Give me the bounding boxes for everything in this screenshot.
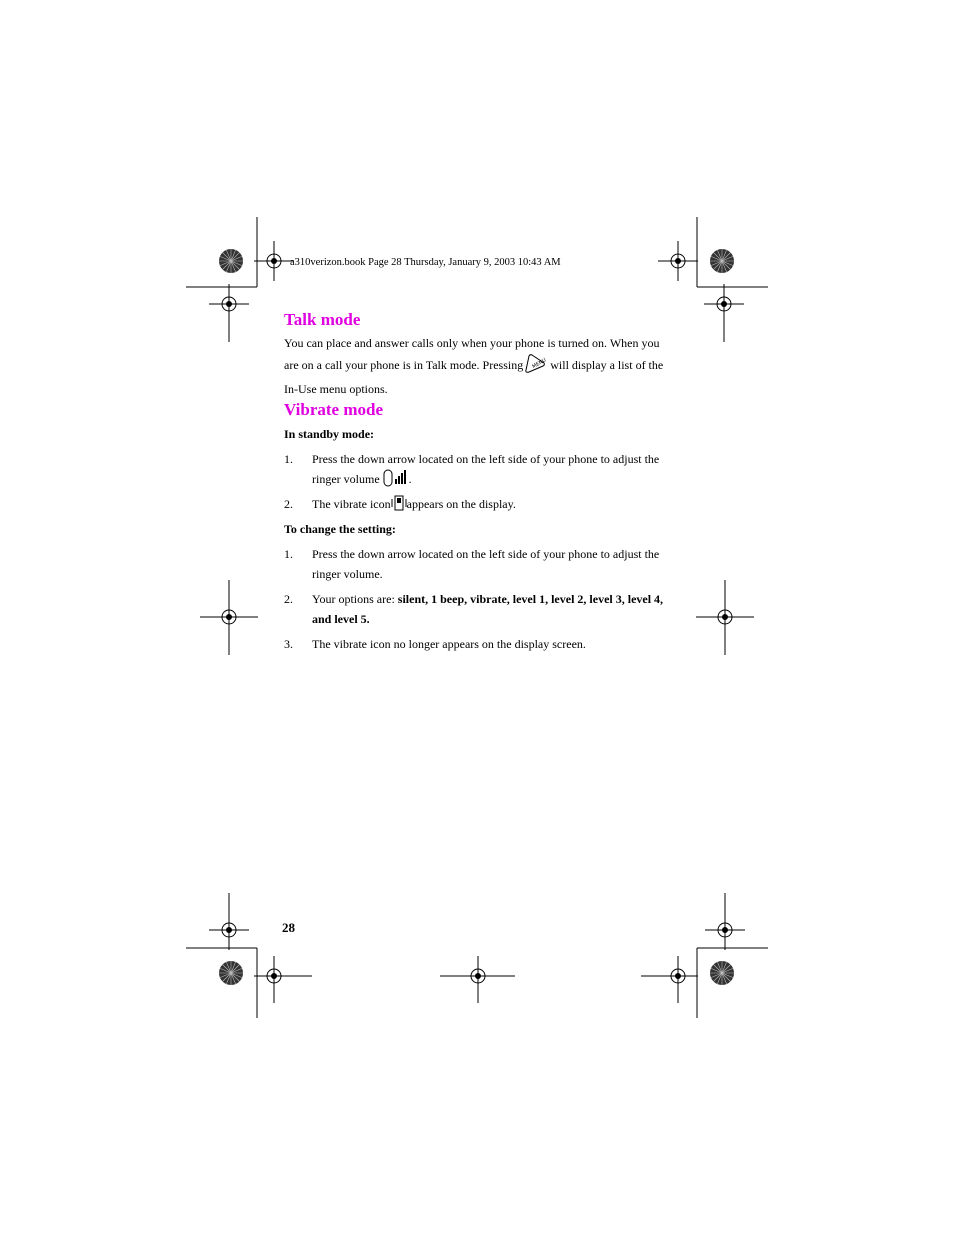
list-item bbox=[284, 449, 664, 493]
book-info-header: a310verizon.book Page 28 Thursday, January 9, 2003 10:43 AM bbox=[290, 257, 561, 268]
ringer-volume-icon bbox=[383, 469, 409, 493]
change-setting-heading: To change the setting: bbox=[284, 522, 396, 536]
item-number: 2. bbox=[284, 592, 293, 606]
item-text-end: . bbox=[408, 472, 412, 486]
list-item bbox=[284, 544, 664, 584]
list-item bbox=[284, 589, 664, 629]
vibrate-icon bbox=[391, 494, 407, 518]
item-number: 3. bbox=[284, 637, 293, 651]
talk-text-a: You can place and answer calls only when your phone is turned on. When you are on a call your phone is in Talk mode. Pressing bbox=[284, 336, 660, 372]
talk-mode-heading: Talk mode bbox=[284, 310, 361, 329]
page-number: 28 bbox=[282, 920, 295, 935]
options-list: silent, 1 beep, vibrate, level 1, level 2, level 3, level 4, and level 5. bbox=[312, 592, 664, 626]
item-number: 1. bbox=[284, 452, 293, 466]
standby-heading: In standby mode: bbox=[284, 427, 375, 441]
item-text: The vibrate icon bbox=[312, 497, 391, 511]
item-number: 1. bbox=[284, 547, 293, 561]
vibrate-mode-heading: Vibrate mode bbox=[284, 400, 383, 419]
svg-text:MENU: MENU bbox=[531, 357, 548, 370]
menu-key-icon bbox=[523, 353, 547, 379]
talk-text-b: will display a list of the In-Use menu options. bbox=[284, 358, 664, 396]
item-text-end: appears on the display. bbox=[406, 497, 516, 511]
item-text: Press the down arrow located on the left side of your phone to adjust the ringer volume. bbox=[312, 547, 660, 581]
item-number: 2. bbox=[284, 497, 293, 511]
item-text: Press the down arrow located on the left side of your phone to adjust the ringer volume bbox=[312, 452, 660, 486]
list-item bbox=[284, 634, 664, 654]
item-text: Your options are: bbox=[312, 592, 398, 606]
list-item bbox=[284, 494, 664, 518]
talk-mode-paragraph bbox=[284, 333, 664, 399]
item-text: The vibrate icon no longer appears on the display screen. bbox=[312, 637, 586, 651]
